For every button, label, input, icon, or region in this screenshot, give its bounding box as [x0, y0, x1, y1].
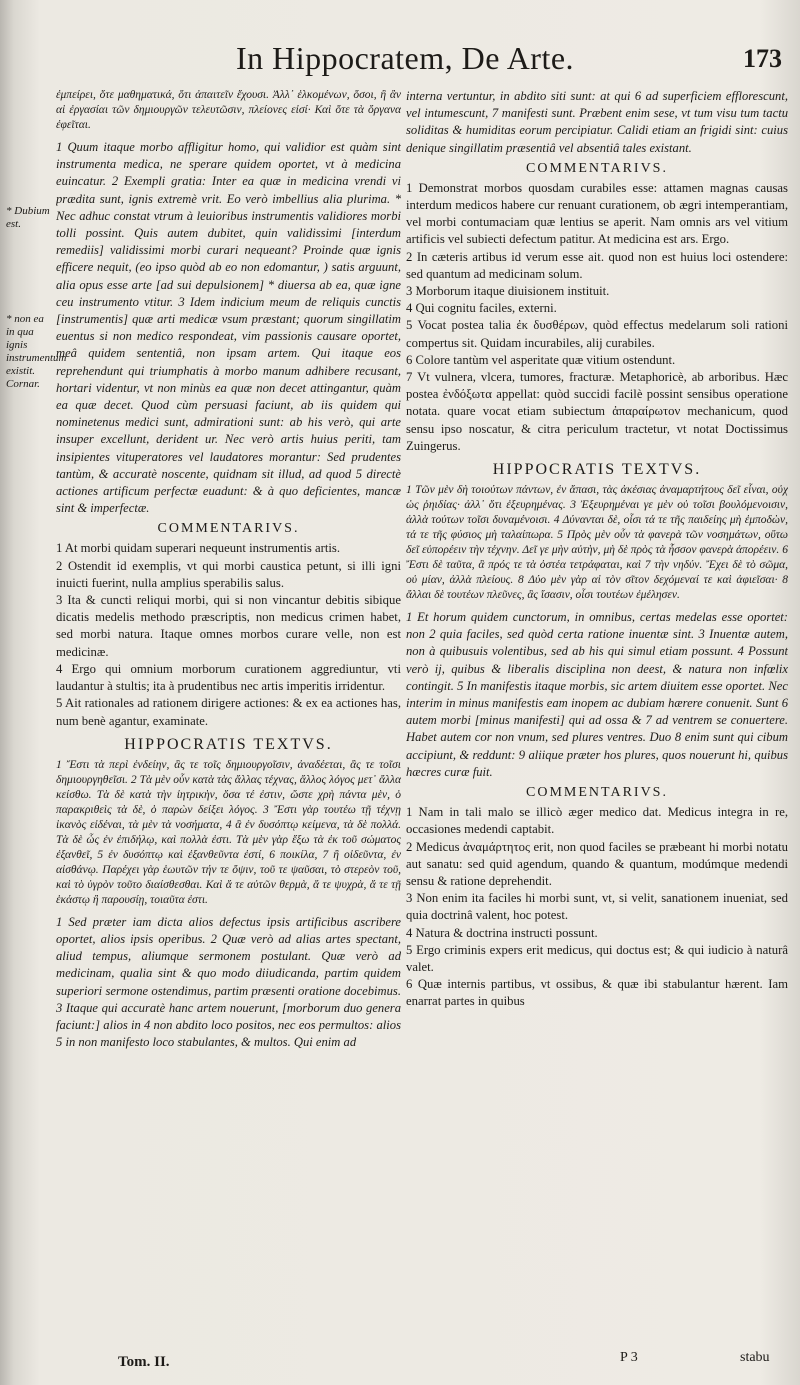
right-column [406, 88, 788, 1350]
commentary-item: 6 Colore tantùm vel asperitate quæ vitium ostendunt. [406, 352, 676, 367]
commentary-item: 1 Demonstrat morbos quosdam curabiles esse: attamen magnas causas interdum medicos habere cur renuant curationem, ob ægri intemperantiam, vel morbi contumaciam quæ lentius se aperit. Nam omnis ars vel vitium artificis vel subiecti defectum patitur. At medicina est ars. Ergo. [406, 180, 788, 247]
volume-mark: Tom. II. [118, 1354, 170, 1370]
latin-translation: 1 Sed præter iam dicta alios defectus ipsis artificibus ascribere oportet, alios ipsis operibus. 2 Quæ verò ad alias artes spectant, aliud tempus, aliumque sermonem postulant. Quæ verò ad medicinam, qualia sint & quo modo diiudicanda, partim quidem superiori sermone ostendimus, partim præsenti oratione docebimus. 3 Itaque qui accuratè hanc artem nouerunt, [morborum duo genera faciunt:] alios in 4 non abdito loco positos, nec eos permultos: alios 5 in non manifesto loco stabulantes, & multos. Qui enim ad [56, 914, 401, 1050]
greek-text: 1 Τῶν μὲν δὴ τοιούτων πάντων, ἐν ἅπασι, τὰς ἀκέσιας ἀναμαρτήτους δεῖ εἶναι, οὐχ ὡς ῥηιδίας· ἀλλ᾽ ὅτι ἐξευρημένας. 3 Ἐξευρημέναι γε μὲν οὐ τοῖσι βουλόμενοισιν, ἀλλὰ τούτων τοῖσι δυναμένοισι. 4 Δύνανται δὲ, οἷσι τά τε τῆς παιδείης μὴ ἐμποδὼν, τά τε τῆς φύσιος μὴ ταλαίπωρα. 5 Πρὸς μὲν οὖν τὰ φανερὰ τῶν νοσημάτων, οὕτω δεῖ εὐπορέειν τὴν τέχνην. Δεῖ γε μὴν αὐτὴν, μὴ δὲ πρὸς τὰ ἧσσον φανερὰ ἀπορέειν. 6 Ἔστι δὲ ταῦτα, ἃ πρός τε τὰ ὀστέα τετράφαται, καὶ 7 τὴν νηδύν. Ἔχει δὲ τὸ σῶμα, οὐ μίαν, ἀλλὰ πλείους. 8 Δύο μὲν γὰρ αἱ τὸν σῖτον δεχόμεναί τε καὶ ἀφιεῖσαι· 8 ἄλλαι δὲ τουτέων πλεῦνες, ἃς ἴσασιν, οἷσι τουτέων ἐμέλησεν. [406, 484, 788, 602]
commentary-item: 2 In cæteris artibus id verum esse ait. quod non est huius loci ostendere: sed quantum ad medicinam solum. [406, 249, 788, 281]
latin-translation: 1 Quum itaque morbo affligitur homo, qui validior est quàm sint instrumenta medica, ne sperare quidem oportet, vt à medicina euincatur. 2 Exempli gratia: Inter ea quæ in medicina vrendi vi prædita sunt, ignis extremè vrit. Eo verò imbellius alia plurima. * Nec adhuc constat vtrum à leuioribus instrumentis validiores morbi tolli possint. Quis autem dubitet, quin validissimi [interdum remediis] validissimi morbi curari nequeant? Proinde quæ ignis efficere nequit, (eo ipso quòd ab eo non edomantur, ) satis arguunt, alia opus esse arte [ad sui depulsionem] * diuersa ab ea, quæ igne ceu instrumento vtitur. 3 Idem indicium meum de reliquis cunctis [instrumentis] quæ arti medicæ vsum præstant; quorum singillatim euentus si non medico respondeat, vim passionis causare oportet, meâ quidem sententiâ, non ipsam artem. Qui itaque eos reprehendunt qui triumphatis à morbo manum adhibere recusant, hortari videntur, vt non minùs ea quæ non decet attingantur, quàm ea quæ decet. Quod cùm persuasi faciunt, ab iis quidem qui nominetenus medici sunt, admirationi sunt: ab his verò, qui arte insuper excellunt, derident ur. Nec verò artis huius periti, tam insipientes vituperatores vel laudatores morantur: Sed prudentes tantùm, & accuratè noscente, quidnam sit illud, ad quod 5 directè actiones artificum perfectæ euadunt: & à quo deficientes, mancæ sint & imperfectæ. [56, 140, 401, 516]
commentary-item: 1 At morbi quidam superari nequeunt instrumentis artis. [56, 541, 341, 556]
commentary-item: 4 Natura & doctrina instructi possunt. [406, 925, 598, 940]
text-heading: HIPPOCRATIS TEXTVS. [492, 461, 702, 479]
greek-text-top: ἐμπείρει, ὅτε μαθηματικά, ὅτι ἀπαιτεῖν ἔχουσι. Ἀλλ᾽ ἑλκομένων, ὅσοι, ἢ ἂν αἱ ἐργασίαι τῶν δημιουργῶν τελευτῶσιν, πλείονες εἰσί· Καὶ ὅτε τὰ ὄργανα ἐφεῖται. [56, 89, 401, 131]
commentary-item: 4 Ergo qui omnium morborum curationem aggrediuntur, vti laudantur à stultis; ita à prudentibus nec artis imperitis irridentur. [56, 661, 401, 694]
commentary-item: 5 Vocat postea talia ἐκ δυσθέρων, quòd effectus medelarum soli rationi compertus sit. Quidam incurabiles, alij curabiles. [406, 318, 788, 350]
catchword: stabu [740, 1350, 770, 1365]
commentary-item: 7 Vt vulnera, vlcera, tumores, fracturæ. Metaphoricè, ab arboribus. Hæc postea ἐνδόξωτα appellat: quòd succidi facilè possint sensibus operatione notata. quare vocat etiam subiectum ἀπαραίρωτον mechanicum, quod sensu ipso noscatur, & citra periculum tractetur, vt notat Doctissimus Zuingerus. [406, 370, 788, 453]
commentary-item: 6 Quæ internis partibus, vt ossibus, & quæ ibi stabulantur hærent. Iam enarrat partes in quibus [406, 977, 788, 1009]
commentary-item: 5 Ait rationales ad rationem dirigere actiones: & ex ea actiones has, num benè agantur, examinate. [56, 696, 401, 728]
margin-note: * Dubium est. [6, 205, 50, 230]
signature-mark: P 3 [620, 1350, 638, 1365]
text-heading: HIPPOCRATIS TEXTVS. [124, 735, 333, 753]
commentary-item: 2 Ostendit id exemplis, vt qui morbi caustica petunt, si illi igni inuicti fuerint, nulla amplius sperabilis salus. [56, 558, 401, 590]
commentary-heading: COMMENTARIVS. [526, 160, 668, 176]
left-column [56, 88, 401, 1350]
running-title: In Hippocratem, De Arte. [235, 40, 575, 76]
commentary-item: 3 Non enim ita faciles hi morbi sunt, vt, si velit, sanationem inueniat, sed quia doctrinâ valent, hoc potest. [406, 891, 788, 923]
commentary-heading: COMMENTARIVS. [526, 785, 668, 801]
commentary-heading: COMMENTARIVS. [157, 521, 300, 537]
commentary-item: 5 Ergo criminis expers erit medicus, qui doctus est; & qui iudicio à naturâ valet. [406, 942, 788, 974]
commentary-item: 4 Qui cognitu faciles, externi. [406, 301, 557, 316]
latin-translation: 1 Et horum quidem cunctorum, in omnibus, certas medelas esse oportet: non 2 quia faciles, sed quòd certa ratione inuentæ sint. 3 Inuentæ autem, non à quibusuis volentibus, sed ab his qui simul etiam possunt. 4 Possunt verò ij, quibus & liberalis disciplina non deest, & natura non infœlix contingit. 5 In manifestis itaque morbis, sic artem diuitem esse oportet. Nec interim in minus manifestis eam inopem ac dubiam hærere conuenit. Sunt 6 autem morbi [minus manifesti] qui ad ossa & 7 ad ventrem se conuertere. Habet autem cor non vnum, sed plures ventres. Duo 8 enim sunt qui cibum accipiunt, & reddunt: 9 aliique præter hos plures, quos nouerunt hi, quibus hæcres curæ fuit. [406, 610, 788, 779]
margin-note: * non ea in qua ignis instrumentum existit. Cornar. [6, 313, 67, 390]
commentary-item: 3 Ita & cuncti reliqui morbi, qui si non vincantur debitis sibique dicatis medelis methodo præscriptis, non medicus crimen habet, sed morbi natura. Itaque omnes morbos curare velle, non est medicinæ. [56, 593, 401, 659]
latin-translation: interna vertuntur, in abdito siti sunt: at qui 6 ad superficiem efflorescunt, vel intumescunt, 7 manifesti sunt. Præbent enim sese, vt tum visu tum tactu soliditas & humiditas eorum percipiatur. Calidi etiam an frigidi sint: cuius denique singillatim præsentiâ vel absentiâ tales existant. [406, 89, 788, 155]
commentary-item: 3 Morborum itaque diuisionem instituit. [406, 284, 610, 299]
commentary-item: 1 Nam in tali malo se illicò æger medico dat. Medicus integra in re, occasiones medendi captabit. [406, 805, 788, 837]
page-number: 173 [743, 44, 782, 73]
greek-text: 1 Ἔστι τὰ περὶ ἐνδείην, ἃς τε τοῖς δημιουργοῖσιν, ἀναδέεται, ἃς τε τοῖσι δημιουργηθεῖσι. 2 Τὰ μὲν οὖν κατὰ τὰς ἄλλας τέχνας, ἄλλος λόγος μετ᾽ ἄλλα κείσθω. Τὰ δὲ κατὰ τὴν ἰητρικὴν, ὅσα τέ ἐστιν, ὥστε χρὴ πάντα μὲν, ὁ παρακριθεὶς τὰ δὲ, ὁ παρὼν δείξει λόγος. 3 Ἔστι γὰρ τουτέω τῇ τέχνῃ ἱκανὸς εἰδέναι, τὰ μὲν τὰ νοσήματα, 4 ἃ ἐν δυσόπτῳ κείμενα, τὰ δὲ πολλά. Τὰ δὲ ὧς ἐν ἐπιδήλῳ, καὶ πολλὰ ἐστι. Τὰ μὲν γὰρ ἔξω τὰ ἐκ τοῦ σώματος ἐξανθεῖ, 5 ἐν δυσόπτῳ καὶ ἐξανθεῦντα ἐστί, 6 ποικίλα, 7 ἢ οἰδεῦντα, ἐν αἰσθάνῳ. Παρέχει γὰρ ἑωυτῶν τήν τε ὄψιν, τοῦ τε ψαῦσαι, τὸ στερεὸν τοῦ, καὶ τὸ ὑγρὸν τοῦτο διαίσθεσθαι. Καὶ ἅ τε αὐτῶν θερμὰ, ἅ τε ψυχρὰ, ἅ τε τῇ ἑκάστῳ ἢ παρουσίῃ, τοιαῦτα ἐστι. [56, 758, 401, 906]
commentary-item: 2 Medicus ἀναμάρτητος erit, non quod faciles se præbeant hi morbi notatu aut sanatu: sed quid agendum, quando & quantum, modúmque medendi sensu & ratione deprehendit. [406, 839, 788, 888]
margin-notes [6, 205, 67, 473]
